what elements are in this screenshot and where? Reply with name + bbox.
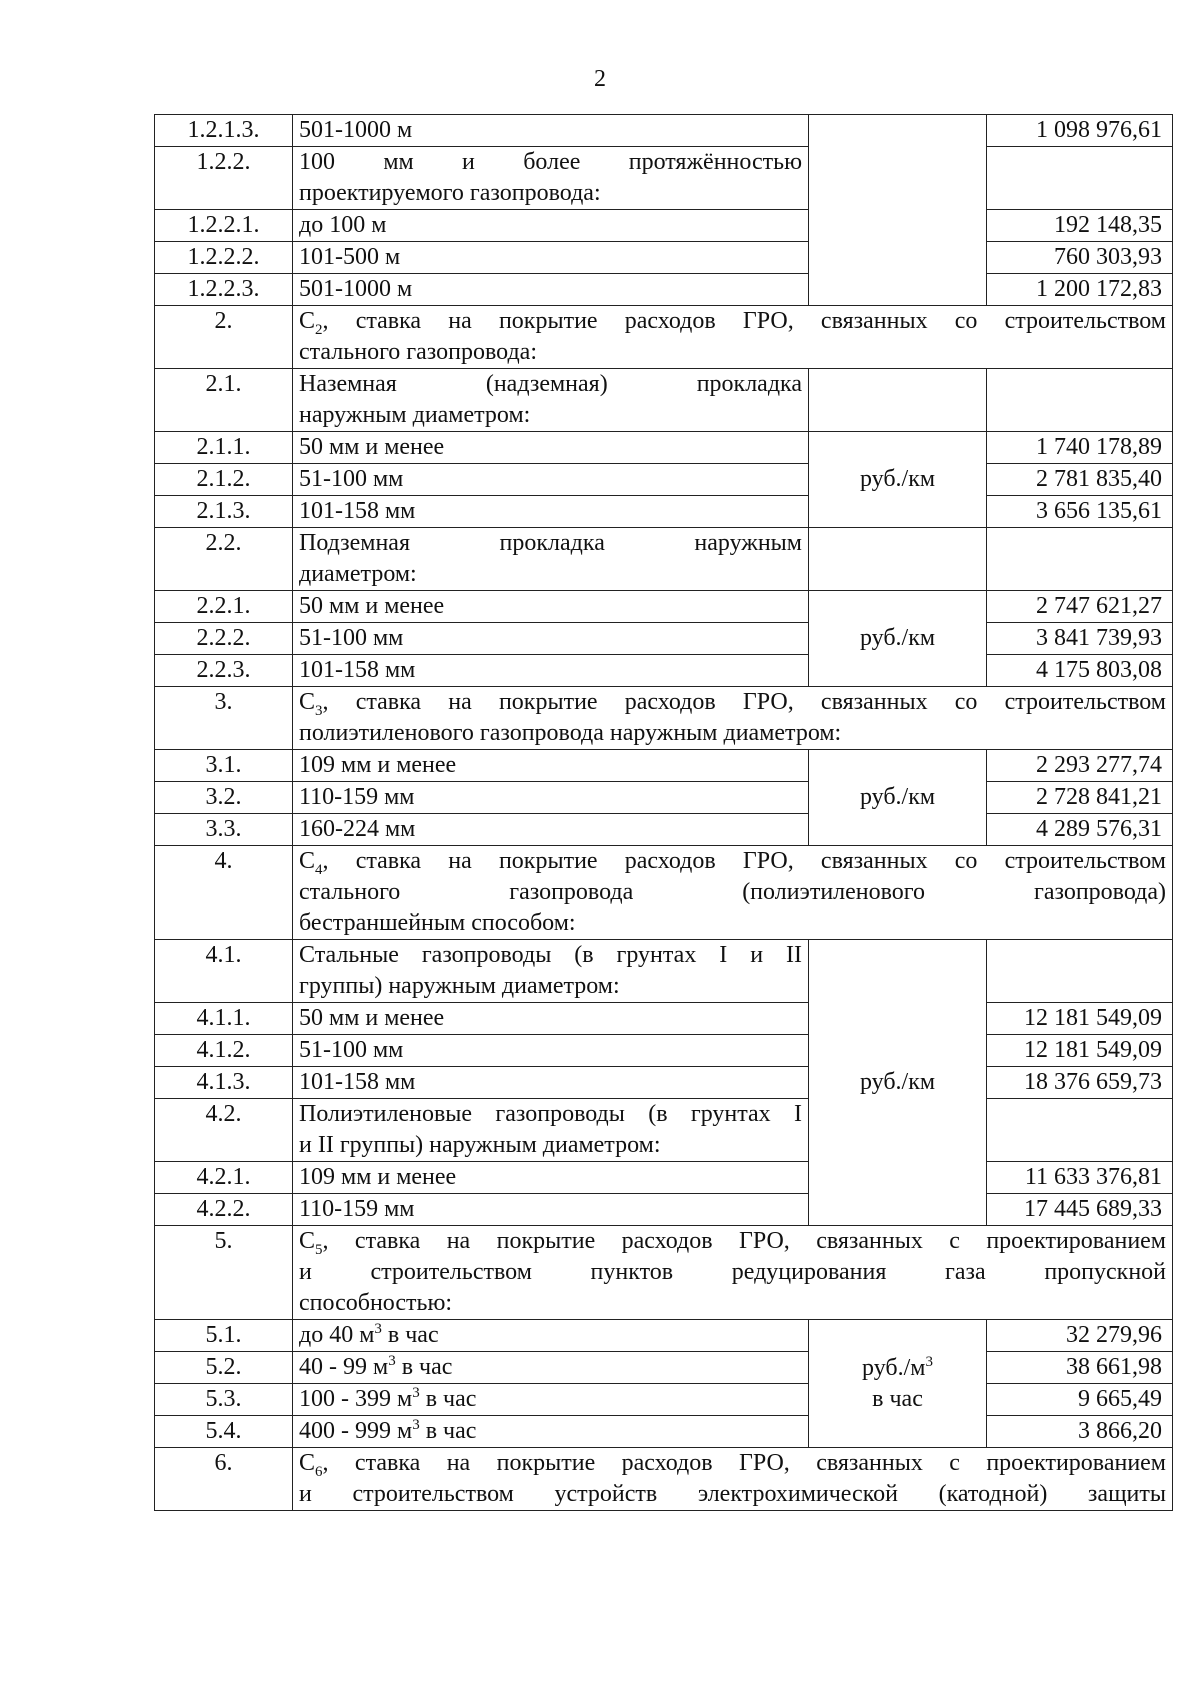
row-description: 101-158 мм	[293, 655, 809, 687]
row-value	[987, 528, 1173, 591]
description-text: , ставка на покрытие расходов ГРО, связанных со строительством	[322, 308, 1166, 334]
description-line: наружным диаметром:	[299, 402, 531, 428]
row-description: 50 мм и менее	[293, 591, 809, 623]
table-row	[155, 1035, 1173, 1067]
description-line: полиэтиленового газопровода наружным диаметром:	[299, 720, 842, 746]
description-text: 40 - 99 м	[299, 1354, 389, 1380]
table-row	[155, 1384, 1173, 1416]
row-number: 2.1.2.	[155, 464, 293, 496]
row-number: 5.1.	[155, 1320, 293, 1352]
row-value: 2 728 841,21	[987, 782, 1173, 814]
table-row	[155, 1067, 1173, 1099]
row-number: 2.	[155, 306, 293, 369]
description-line: Наземная (надземная) прокладка	[299, 371, 802, 397]
row-value: 12 181 549,09	[987, 1035, 1173, 1067]
row-number: 1.2.2.1.	[155, 210, 293, 242]
row-value: 9 665,49	[987, 1384, 1173, 1416]
row-number: 3.3.	[155, 814, 293, 846]
row-value: 760 303,93	[987, 242, 1173, 274]
row-description	[293, 528, 809, 591]
row-number: 4.2.2.	[155, 1194, 293, 1226]
row-description: 101-158 мм	[293, 1067, 809, 1099]
row-number: 1.2.2.2.	[155, 242, 293, 274]
description-text: до 40 м	[299, 1322, 375, 1348]
unit-cell-empty	[809, 115, 987, 306]
row-number: 5.3.	[155, 1384, 293, 1416]
row-number: 5.	[155, 1226, 293, 1320]
row-description	[293, 1352, 809, 1384]
description-line	[299, 846, 1166, 877]
rate-subscript: 5	[315, 1241, 323, 1258]
rate-symbol: С	[299, 308, 316, 334]
row-value: 3 841 739,93	[987, 623, 1173, 655]
description-line: проектируемого газопровода:	[299, 180, 601, 206]
row-number: 1.2.2.	[155, 147, 293, 210]
row-number: 1.2.1.3.	[155, 115, 293, 147]
row-description	[293, 1320, 809, 1352]
row-number: 4.1.2.	[155, 1035, 293, 1067]
section-description	[293, 846, 1173, 940]
unit-cell-empty	[809, 528, 987, 591]
table-row	[155, 1162, 1173, 1194]
section-row	[155, 687, 1173, 750]
superscript: 3	[388, 1353, 396, 1369]
section-description	[293, 1448, 1173, 1511]
row-value: 12 181 549,09	[987, 1003, 1173, 1035]
rate-subscript: 3	[315, 702, 323, 719]
table-row	[155, 369, 1173, 432]
tariff-table	[154, 114, 1173, 1511]
description-line: стального газопровода:	[299, 339, 537, 365]
description-line: бестраншейным способом:	[299, 910, 576, 936]
rate-symbol: С	[299, 1228, 316, 1254]
row-number: 2.2.2.	[155, 623, 293, 655]
row-value: 2 747 621,27	[987, 591, 1173, 623]
table-row	[155, 528, 1173, 591]
row-value: 11 633 376,81	[987, 1162, 1173, 1194]
row-description	[293, 1384, 809, 1416]
rate-subscript: 6	[315, 1463, 323, 1480]
row-description: 110-159 мм	[293, 782, 809, 814]
row-value: 4 175 803,08	[987, 655, 1173, 687]
row-number: 3.2.	[155, 782, 293, 814]
row-value	[987, 369, 1173, 432]
row-value: 32 279,96	[987, 1320, 1173, 1352]
row-value: 3 866,20	[987, 1416, 1173, 1448]
description-text: 400 - 999 м	[299, 1418, 413, 1444]
page-number: 2	[594, 66, 606, 92]
unit-cell	[809, 1320, 987, 1448]
rate-subscript: 4	[315, 861, 323, 878]
unit-text: руб./м	[862, 1354, 926, 1381]
row-value: 38 661,98	[987, 1352, 1173, 1384]
row-number: 6.	[155, 1448, 293, 1511]
row-number: 2.1.1.	[155, 432, 293, 464]
description-text: в час	[381, 1322, 439, 1348]
superscript: 3	[374, 1321, 382, 1337]
table-row	[155, 496, 1173, 528]
rate-subscript: 2	[315, 321, 323, 338]
row-description	[293, 1416, 809, 1448]
description-text: в час	[395, 1354, 453, 1380]
row-value: 2 293 277,74	[987, 750, 1173, 782]
table-row	[155, 432, 1173, 464]
row-value	[987, 147, 1173, 210]
description-text: 100 - 399 м	[299, 1386, 413, 1412]
description-line: Стальные газопроводы (в грунтах I и II	[299, 942, 802, 968]
row-value	[987, 1099, 1173, 1162]
row-number: 4.2.	[155, 1099, 293, 1162]
description-text: в час	[419, 1418, 477, 1444]
unit-cell: руб./км	[809, 591, 987, 687]
row-number: 2.1.3.	[155, 496, 293, 528]
table-row	[155, 750, 1173, 782]
superscript: 3	[412, 1417, 420, 1433]
section-description	[293, 1226, 1173, 1320]
description-line: Подземная прокладка наружным	[299, 530, 802, 556]
row-description: 501-1000 м	[293, 274, 809, 306]
description-line: и II группы) наружным диаметром:	[299, 1132, 661, 1158]
row-value: 1 740 178,89	[987, 432, 1173, 464]
rate-symbol: С	[299, 689, 316, 715]
row-description: 51-100 мм	[293, 1035, 809, 1067]
row-description: 50 мм и менее	[293, 1003, 809, 1035]
table-row	[155, 242, 1173, 274]
table-row	[155, 591, 1173, 623]
superscript: 3	[925, 1353, 933, 1370]
table-row	[155, 1003, 1173, 1035]
table-row	[155, 464, 1173, 496]
row-number: 2.2.1.	[155, 591, 293, 623]
table-row	[155, 1320, 1173, 1352]
row-description: 51-100 мм	[293, 464, 809, 496]
description-line: и строительством пунктов редуцирования газа пропускной	[299, 1259, 1166, 1285]
row-number: 3.1.	[155, 750, 293, 782]
table-row	[155, 655, 1173, 687]
row-value: 1 200 172,83	[987, 274, 1173, 306]
row-number: 2.2.	[155, 528, 293, 591]
row-value: 2 781 835,40	[987, 464, 1173, 496]
table-row	[155, 782, 1173, 814]
row-number: 4.1.1.	[155, 1003, 293, 1035]
row-value: 18 376 659,73	[987, 1067, 1173, 1099]
row-value: 192 148,35	[987, 210, 1173, 242]
unit-cell-empty	[809, 369, 987, 432]
description-line: и строительством устройств электрохимической (катодной) защиты	[299, 1481, 1166, 1507]
row-description	[293, 940, 809, 1003]
row-description: до 100 м	[293, 210, 809, 242]
section-row	[155, 1226, 1173, 1320]
row-number: 5.2.	[155, 1352, 293, 1384]
row-description: 50 мм и менее	[293, 432, 809, 464]
description-line	[299, 687, 1166, 718]
row-number: 3.	[155, 687, 293, 750]
description-line	[299, 1448, 1166, 1479]
description-text: , ставка на покрытие расходов ГРО, связанных с проектированием	[322, 1228, 1166, 1254]
row-description: 109 мм и менее	[293, 750, 809, 782]
row-description	[293, 147, 809, 210]
row-description: 160-224 мм	[293, 814, 809, 846]
table-row	[155, 115, 1173, 147]
description-line	[299, 306, 1166, 337]
section-description	[293, 306, 1173, 369]
description-line: 100 мм и более протяжённостью	[299, 149, 802, 175]
unit-cell: руб./км	[809, 940, 987, 1226]
description-line: Полиэтиленовые газопроводы (в грунтах I	[299, 1101, 802, 1127]
description-line	[299, 1226, 1166, 1257]
row-number: 4.	[155, 846, 293, 940]
description-line: способностью:	[299, 1290, 453, 1316]
table-row	[155, 147, 1173, 210]
table-row	[155, 1099, 1173, 1162]
table-row	[155, 940, 1173, 1003]
table-row	[155, 210, 1173, 242]
description-text: , ставка на покрытие расходов ГРО, связанных со строительством	[322, 689, 1166, 715]
row-description	[293, 369, 809, 432]
unit-cell: руб./км	[809, 432, 987, 528]
table-row	[155, 1352, 1173, 1384]
row-description: 51-100 мм	[293, 623, 809, 655]
row-description: 501-1000 м	[293, 115, 809, 147]
section-row	[155, 1448, 1173, 1511]
description-line: стального газопровода (полиэтиленового газопровода)	[299, 879, 1166, 905]
row-number: 4.1.	[155, 940, 293, 1003]
row-description	[293, 1099, 809, 1162]
row-number: 1.2.2.3.	[155, 274, 293, 306]
row-number: 4.1.3.	[155, 1067, 293, 1099]
row-description: 101-158 мм	[293, 496, 809, 528]
row-number: 2.2.3.	[155, 655, 293, 687]
row-value: 1 098 976,61	[987, 115, 1173, 147]
table-row	[155, 1194, 1173, 1226]
table-row	[155, 814, 1173, 846]
description-text: в час	[419, 1386, 477, 1412]
row-description: 101-500 м	[293, 242, 809, 274]
table-row	[155, 1416, 1173, 1448]
table-row	[155, 274, 1173, 306]
row-value: 17 445 689,33	[987, 1194, 1173, 1226]
row-number: 2.1.	[155, 369, 293, 432]
row-number: 5.4.	[155, 1416, 293, 1448]
row-value: 4 289 576,31	[987, 814, 1173, 846]
row-value: 3 656 135,61	[987, 496, 1173, 528]
rate-symbol: С	[299, 848, 316, 874]
section-row	[155, 306, 1173, 369]
unit-cell: руб./км	[809, 750, 987, 846]
description-text: , ставка на покрытие расходов ГРО, связанных со строительством	[322, 848, 1166, 874]
description-line: группы) наружным диаметром:	[299, 973, 620, 999]
rate-symbol: С	[299, 1450, 316, 1476]
row-number: 4.2.1.	[155, 1162, 293, 1194]
row-value	[987, 940, 1173, 1003]
table-row	[155, 623, 1173, 655]
superscript: 3	[412, 1385, 420, 1401]
description-text: , ставка на покрытие расходов ГРО, связанных с проектированием	[322, 1450, 1166, 1476]
row-description: 109 мм и менее	[293, 1162, 809, 1194]
section-description	[293, 687, 1173, 750]
description-line: диаметром:	[299, 561, 417, 587]
section-row	[155, 846, 1173, 940]
unit-text: в час	[872, 1385, 923, 1412]
row-description: 110-159 мм	[293, 1194, 809, 1226]
